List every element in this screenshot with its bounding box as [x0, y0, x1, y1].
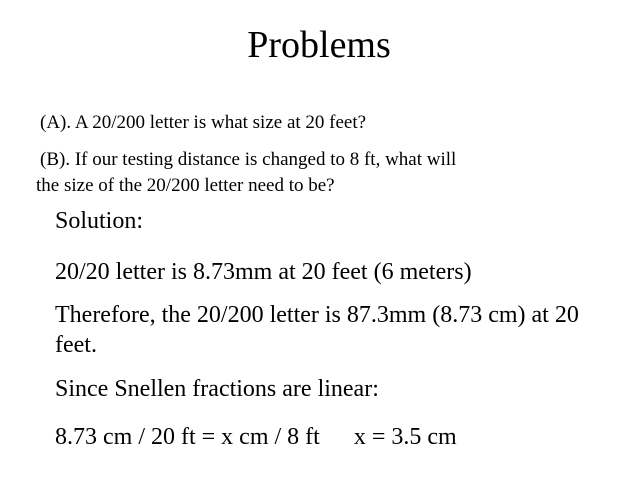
solution-line-3: Since Snellen fractions are linear: [55, 376, 379, 402]
equation-right: x = 3.5 cm [353, 424, 457, 450]
problem-b-line1: (B). If our testing distance is changed to 8 ft, what will [40, 149, 457, 170]
solution-equation [55, 422, 457, 453]
solution-heading: Solution: [55, 208, 144, 234]
problem-b-line2: the size of the 20/200 letter need to be? [36, 175, 335, 196]
solution-line-1: 20/20 letter is 8.73mm at 20 feet (6 meters) [55, 259, 472, 285]
solution-line-2a: Therefore, the 20/200 letter is 87.3mm (8.73 cm) at 20 [55, 302, 579, 328]
solution-line-2b: feet. [55, 332, 97, 358]
equation-left: 8.73 cm / 20 ft = x cm / 8 ft [55, 424, 320, 450]
problem-a: (A). A 20/200 letter is what size at 20 feet? [40, 112, 367, 133]
slide-title: Problems [247, 24, 391, 66]
